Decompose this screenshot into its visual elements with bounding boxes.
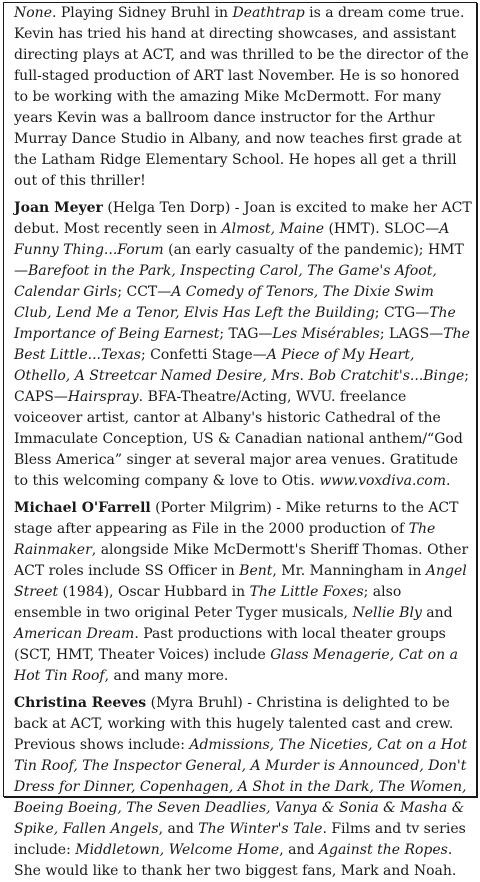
bio-name: Joan Meyer [14,200,103,216]
bio-title-text: Almost, Maine [221,221,324,237]
bio-name: Michael O'Farrell [14,500,151,516]
bio-text: (1984), Oscar Hubbard in [58,584,250,600]
bio-kevin [14,3,472,192]
bio-joan-meyer [14,198,472,492]
bio-text: . Playing Sidney Bruhl in [51,5,233,21]
bio-text: ; Confetti Stage— [140,347,267,363]
bio-title-text: Les Misérables [272,326,380,342]
bio-text: . Past productions with local theater groups (SCT, HMT, Theater Voices) include [14,626,446,663]
bio-text: (Helga Ten Dorp) - Joan is excited to make her ACT debut. Most recently seen in [14,200,472,237]
bio-text: ; CAPS— [14,368,470,405]
bio-title-text: www.voxdiva.com [319,473,446,489]
bio-frame [3,2,477,879]
bio-title-text: Bent [239,563,273,579]
bio-text: . BFA-Theatre/Acting, WVU. freelance voiceover artist, cantor at Albany's historic Cathedral of the Immaculate Conception, US & Canadian national anthem/“God Bless America” singer at several major area venues. Gratitude to this welcoming company & love to Otis. [14,389,463,489]
bio-text: ; TAG— [219,326,273,342]
bio-column [14,3,472,882]
bio-christina-reeves [14,693,472,882]
bio-text: , and many more. [104,668,229,684]
bio-text: , and [158,821,199,837]
bio-title-text: Barefoot in the Park, Inspecting Carol, The Game's Afoot, Calendar Girls [14,263,437,300]
bio-title-text: The Little Foxes [249,584,364,600]
bio-title-text: The Winter's Tale [198,821,323,837]
bio-text: , Mr. Manningham in [272,563,426,579]
bio-title-text: Angel Street [14,563,467,600]
bio-text: ; CTG— [374,305,430,321]
bio-title-text: A Funny Thing...Forum [14,221,450,258]
bio-title-text: The Importance of Being Earnest [14,305,456,342]
bio-title-text: Admissions, The Niceties, Cat on a Hot Tin Roof, The Inspector General, A Murder is Announced, Don't Dress for Dinner, Copenhagen, A Shot in the Dark, The Women, Boeing Boeing, The Seven Deadlies, Vanya & Sonia & Masha & Spike, Fallen Angels [14,737,468,837]
bio-text: and [421,605,453,621]
bio-text: , and [279,842,319,858]
bio-title-text: None [14,5,52,21]
bio-title-text: American Dream [14,626,135,642]
bio-text: , alongside Mike McDermott's Sheriff Thomas. Other ACT roles include SS Officer in [14,542,469,579]
bio-title-text: The Best Little...Texas [14,326,470,363]
bio-michael-ofarrell [14,498,472,687]
bio-title-text: Middletown, Welcome Home [75,842,280,858]
bio-title-text: A Comedy of Tenors, The Dixie Swim Club, Lend Me a Tenor, Elvis Has Left the Building [14,284,434,321]
bio-title-text: Hairspray [67,389,139,405]
bio-text: (an early casualty of the pandemic); HMT— [14,242,464,279]
bio-title-text: A Piece of My Heart, Othello, A Streetcar Named Desire, Mrs. Bob Cratchit's...Binge [14,347,465,384]
bio-title-text: Glass Menagerie, Cat on a Hot Tin Roof [14,647,458,684]
bio-title-text: Against the Ropes [318,842,448,858]
bio-text: ; also ensemble in two original Peter Tyger musicals, [14,584,402,621]
bio-text: (Myra Bruhl) - Christina is delighted to be back at ACT, working with this hugely talented cast and crew. Previous shows include: [14,695,454,753]
bio-title-text: Deathtrap [232,5,305,21]
bio-text: . Films and tv series include: [14,821,466,858]
bio-text: ; CCT— [117,284,172,300]
bio-text: . [446,473,451,489]
bio-name: Christina Reeves [14,695,147,711]
bio-text: . She would like to thank her two biggest fans, Mark and Noah. [14,842,457,879]
bio-title-text: Nellie Bly [352,605,422,621]
bio-text: ; LAGS— [379,326,444,342]
bio-text: is a dream come true. Kevin has tried his hand at directing showcases, and assistant directing plays at ACT, and was thrilled to be the director of the full-staged production of ART last November. He is so honored to be working with the amazing Mike McDermott. For many years Kevin was a ballroom dance instructor for the Arthur Murray Dance Studio in Albany, and now teaches first grade at the Latham Ridge Elementary School. He hopes all get a thrill out of this thriller! [14,5,469,189]
bio-text: (Porter Milgrim) - Mike returns to the ACT stage after appearing as File in the 2000 production of [14,500,459,537]
bio-text: (HMT). SLOC— [324,221,440,237]
bio-title-text: The Rainmaker [14,521,436,558]
